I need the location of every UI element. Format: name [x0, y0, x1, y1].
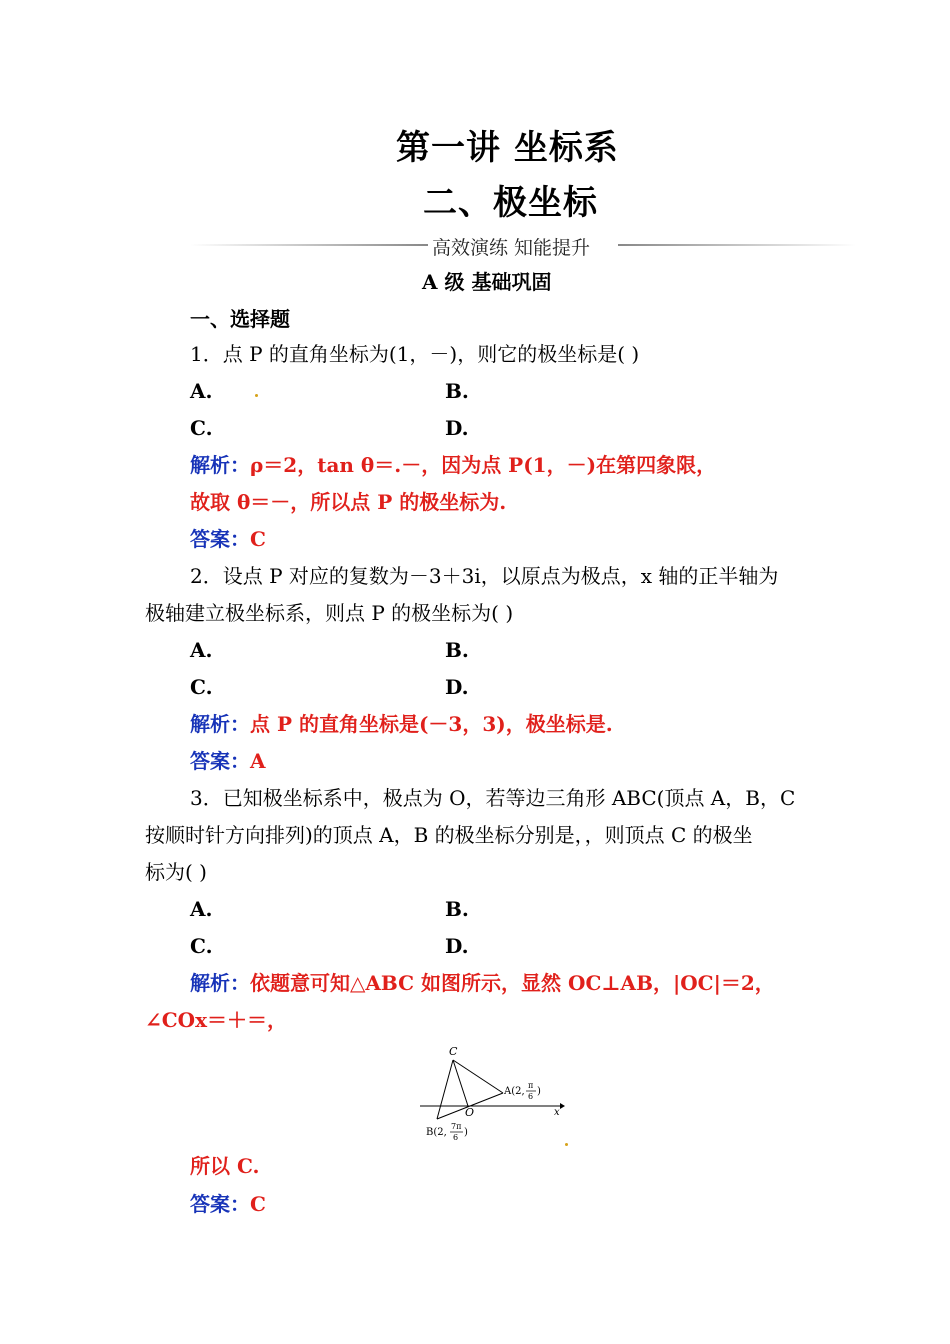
q2-stem-line1: 2．设点 P 对应的复数为－3＋3i，以原点为极点，x 轴的正半轴为	[190, 564, 779, 588]
q3-stem-line1: 3．已知极坐标系中，极点为 O，若等边三角形 ABC(顶点 A，B，C	[190, 786, 796, 810]
banner-text: 高效演练 知能提升	[432, 237, 591, 259]
q1-option-a: A.	[190, 379, 213, 403]
q3-analysis-line2: ∠COx＝＋＝，	[145, 1008, 288, 1032]
triangle-figure	[420, 1040, 580, 1150]
q1-analysis-label: 解析：	[190, 453, 250, 477]
q1-analysis-line2: 故取 θ＝－，所以点 P 的极坐标为.	[190, 490, 507, 514]
figure-label-b-close: )	[464, 1127, 468, 1138]
q2-option-b: B.	[445, 638, 469, 662]
figure-label-o: O	[465, 1106, 475, 1119]
figure-label-a-num: π	[528, 1081, 534, 1090]
q3-conclusion: 所以 C.	[190, 1154, 260, 1178]
q1-answer-value: C	[250, 527, 266, 551]
decorative-dot	[255, 394, 258, 397]
section-heading: 一、选择题	[190, 307, 290, 331]
q3-answer	[190, 1190, 266, 1218]
q1-stem: 1．点 P 的直角坐标为(1，－)，则它的极坐标是( )	[190, 342, 640, 366]
q1-answer	[190, 525, 266, 553]
q2-analysis	[190, 710, 613, 738]
q3-analysis-line1	[190, 969, 775, 997]
q1-option-d: D.	[445, 416, 469, 440]
figure-label-a-den: 6	[528, 1092, 534, 1101]
q1-answer-label: 答案：	[190, 527, 250, 551]
q2-answer-value: A	[250, 749, 266, 773]
q2-option-d: D.	[445, 675, 469, 699]
q3-answer-value: C	[250, 1192, 266, 1216]
q3-option-d: D.	[445, 934, 469, 958]
q3-answer-label: 答案：	[190, 1192, 250, 1216]
decorative-dot	[565, 1143, 568, 1146]
chapter-title: 第一讲 坐标系	[396, 128, 619, 168]
figure-side-ca	[453, 1060, 503, 1093]
section-title: 二、极坐标	[423, 183, 598, 223]
q1-option-c: C.	[190, 416, 213, 440]
q2-option-a: A.	[190, 638, 213, 662]
figure-label-x: x	[554, 1107, 560, 1118]
figure-label-a: A(2,	[504, 1086, 525, 1097]
q3-option-a: A.	[190, 897, 213, 921]
figure-label-a-close: )	[537, 1086, 541, 1097]
q3-option-c: C.	[190, 934, 213, 958]
figure-label-b-num: 7π	[451, 1122, 462, 1131]
q3-option-b: B.	[445, 897, 469, 921]
banner-rule-right	[618, 244, 856, 246]
figure-side-cb	[437, 1060, 453, 1119]
q2-analysis-label: 解析：	[190, 712, 250, 736]
q2-answer-label: 答案：	[190, 749, 250, 773]
figure-label-b-den: 6	[453, 1133, 459, 1142]
q3-analysis-text1: 依题意可知△ABC 如图所示，显然 OC⊥AB，|OC|＝2，	[250, 971, 775, 995]
figure-segment-co	[453, 1060, 468, 1106]
q2-stem-line2: 极轴建立极坐标系，则点 P 的极坐标为( )	[145, 601, 514, 625]
q1-analysis-line1	[190, 451, 716, 479]
figure-axis-arrow	[560, 1103, 565, 1109]
q2-answer	[190, 747, 266, 775]
level-heading: A 级 基础巩固	[422, 270, 552, 294]
figure-label-b: B(2,	[426, 1127, 447, 1138]
q1-option-b: B.	[445, 379, 469, 403]
q2-option-c: C.	[190, 675, 213, 699]
q3-stem-line3: 标为( )	[145, 860, 207, 884]
q1-analysis-text1: ρ＝2，tan θ＝.－，因为点 P(1，－)在第四象限，	[250, 453, 717, 477]
q2-analysis-text: 点 P 的直角坐标是(－3，3)，极坐标是.	[250, 712, 613, 736]
q3-analysis-label: 解析：	[190, 971, 250, 995]
q3-stem-line2: 按顺时针方向排列)的顶点 A，B 的极坐标分别是，，则顶点 C 的极坐	[145, 823, 753, 847]
banner-rule-left	[190, 244, 428, 246]
figure-label-c: C	[449, 1045, 458, 1058]
